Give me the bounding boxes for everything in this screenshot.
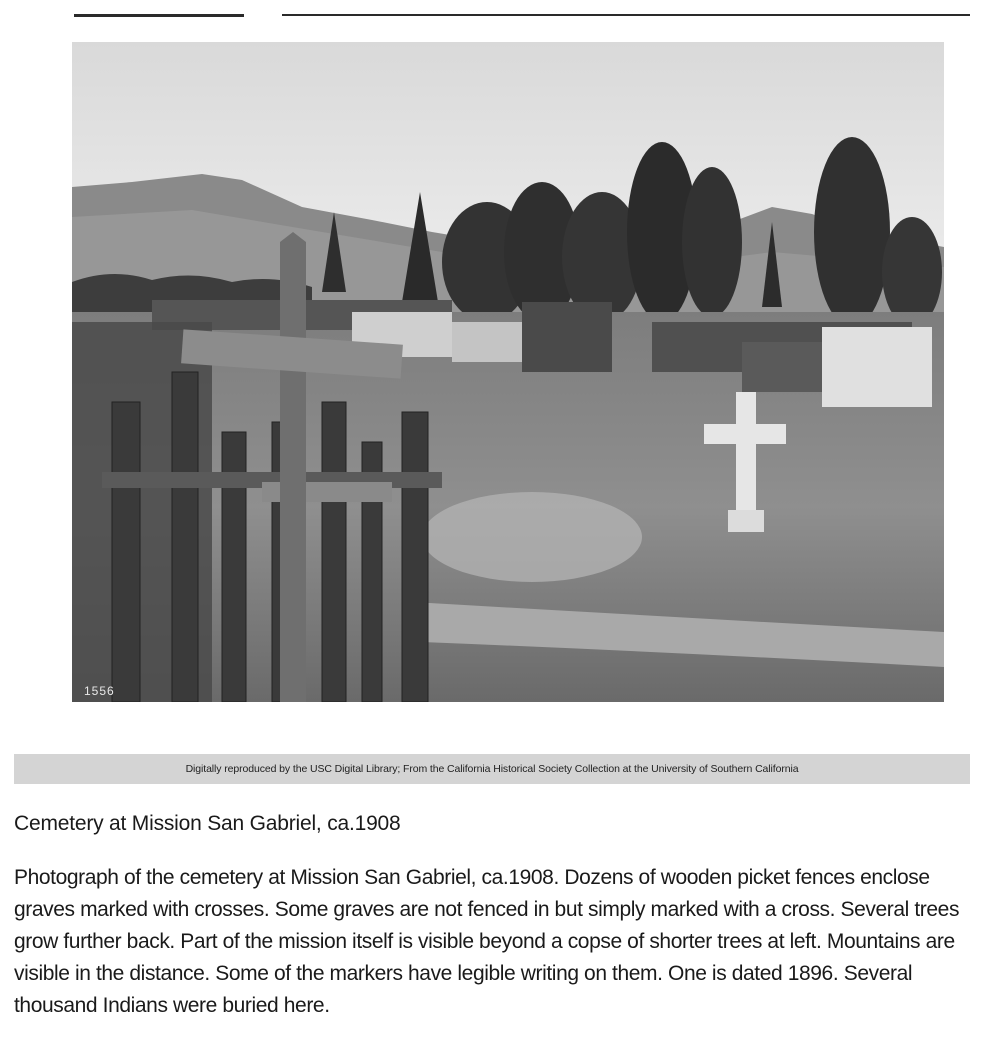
credit-bar [14,754,970,784]
top-rule-right [282,14,970,16]
credit-text: Digitally reproduced by the USC Digital Library; From the California Historical Society Collection at the University of Southern California [185,763,799,775]
top-rule-left [74,14,244,17]
negative-number: 1556 [84,684,115,698]
historical-photograph [72,42,944,702]
cemetery-photo-illustration [72,42,944,702]
record-description: Photograph of the cemetery at Mission San Gabriel, ca.1908. Dozens of wooden picket fences enclose graves marked with crosses. Some graves are not fenced in but simply marked with a cross. Several trees grow further back. Part of the mission itself is visible beyond a copse of shorter trees at left. Mountains are visible in the distance. Some of the markers have legible writing on them. One is dated 1896. Several thousand Indians were buried here. [14,866,960,1017]
record-title: Cemetery at Mission San Gabriel, ca.1908 [14,812,401,835]
